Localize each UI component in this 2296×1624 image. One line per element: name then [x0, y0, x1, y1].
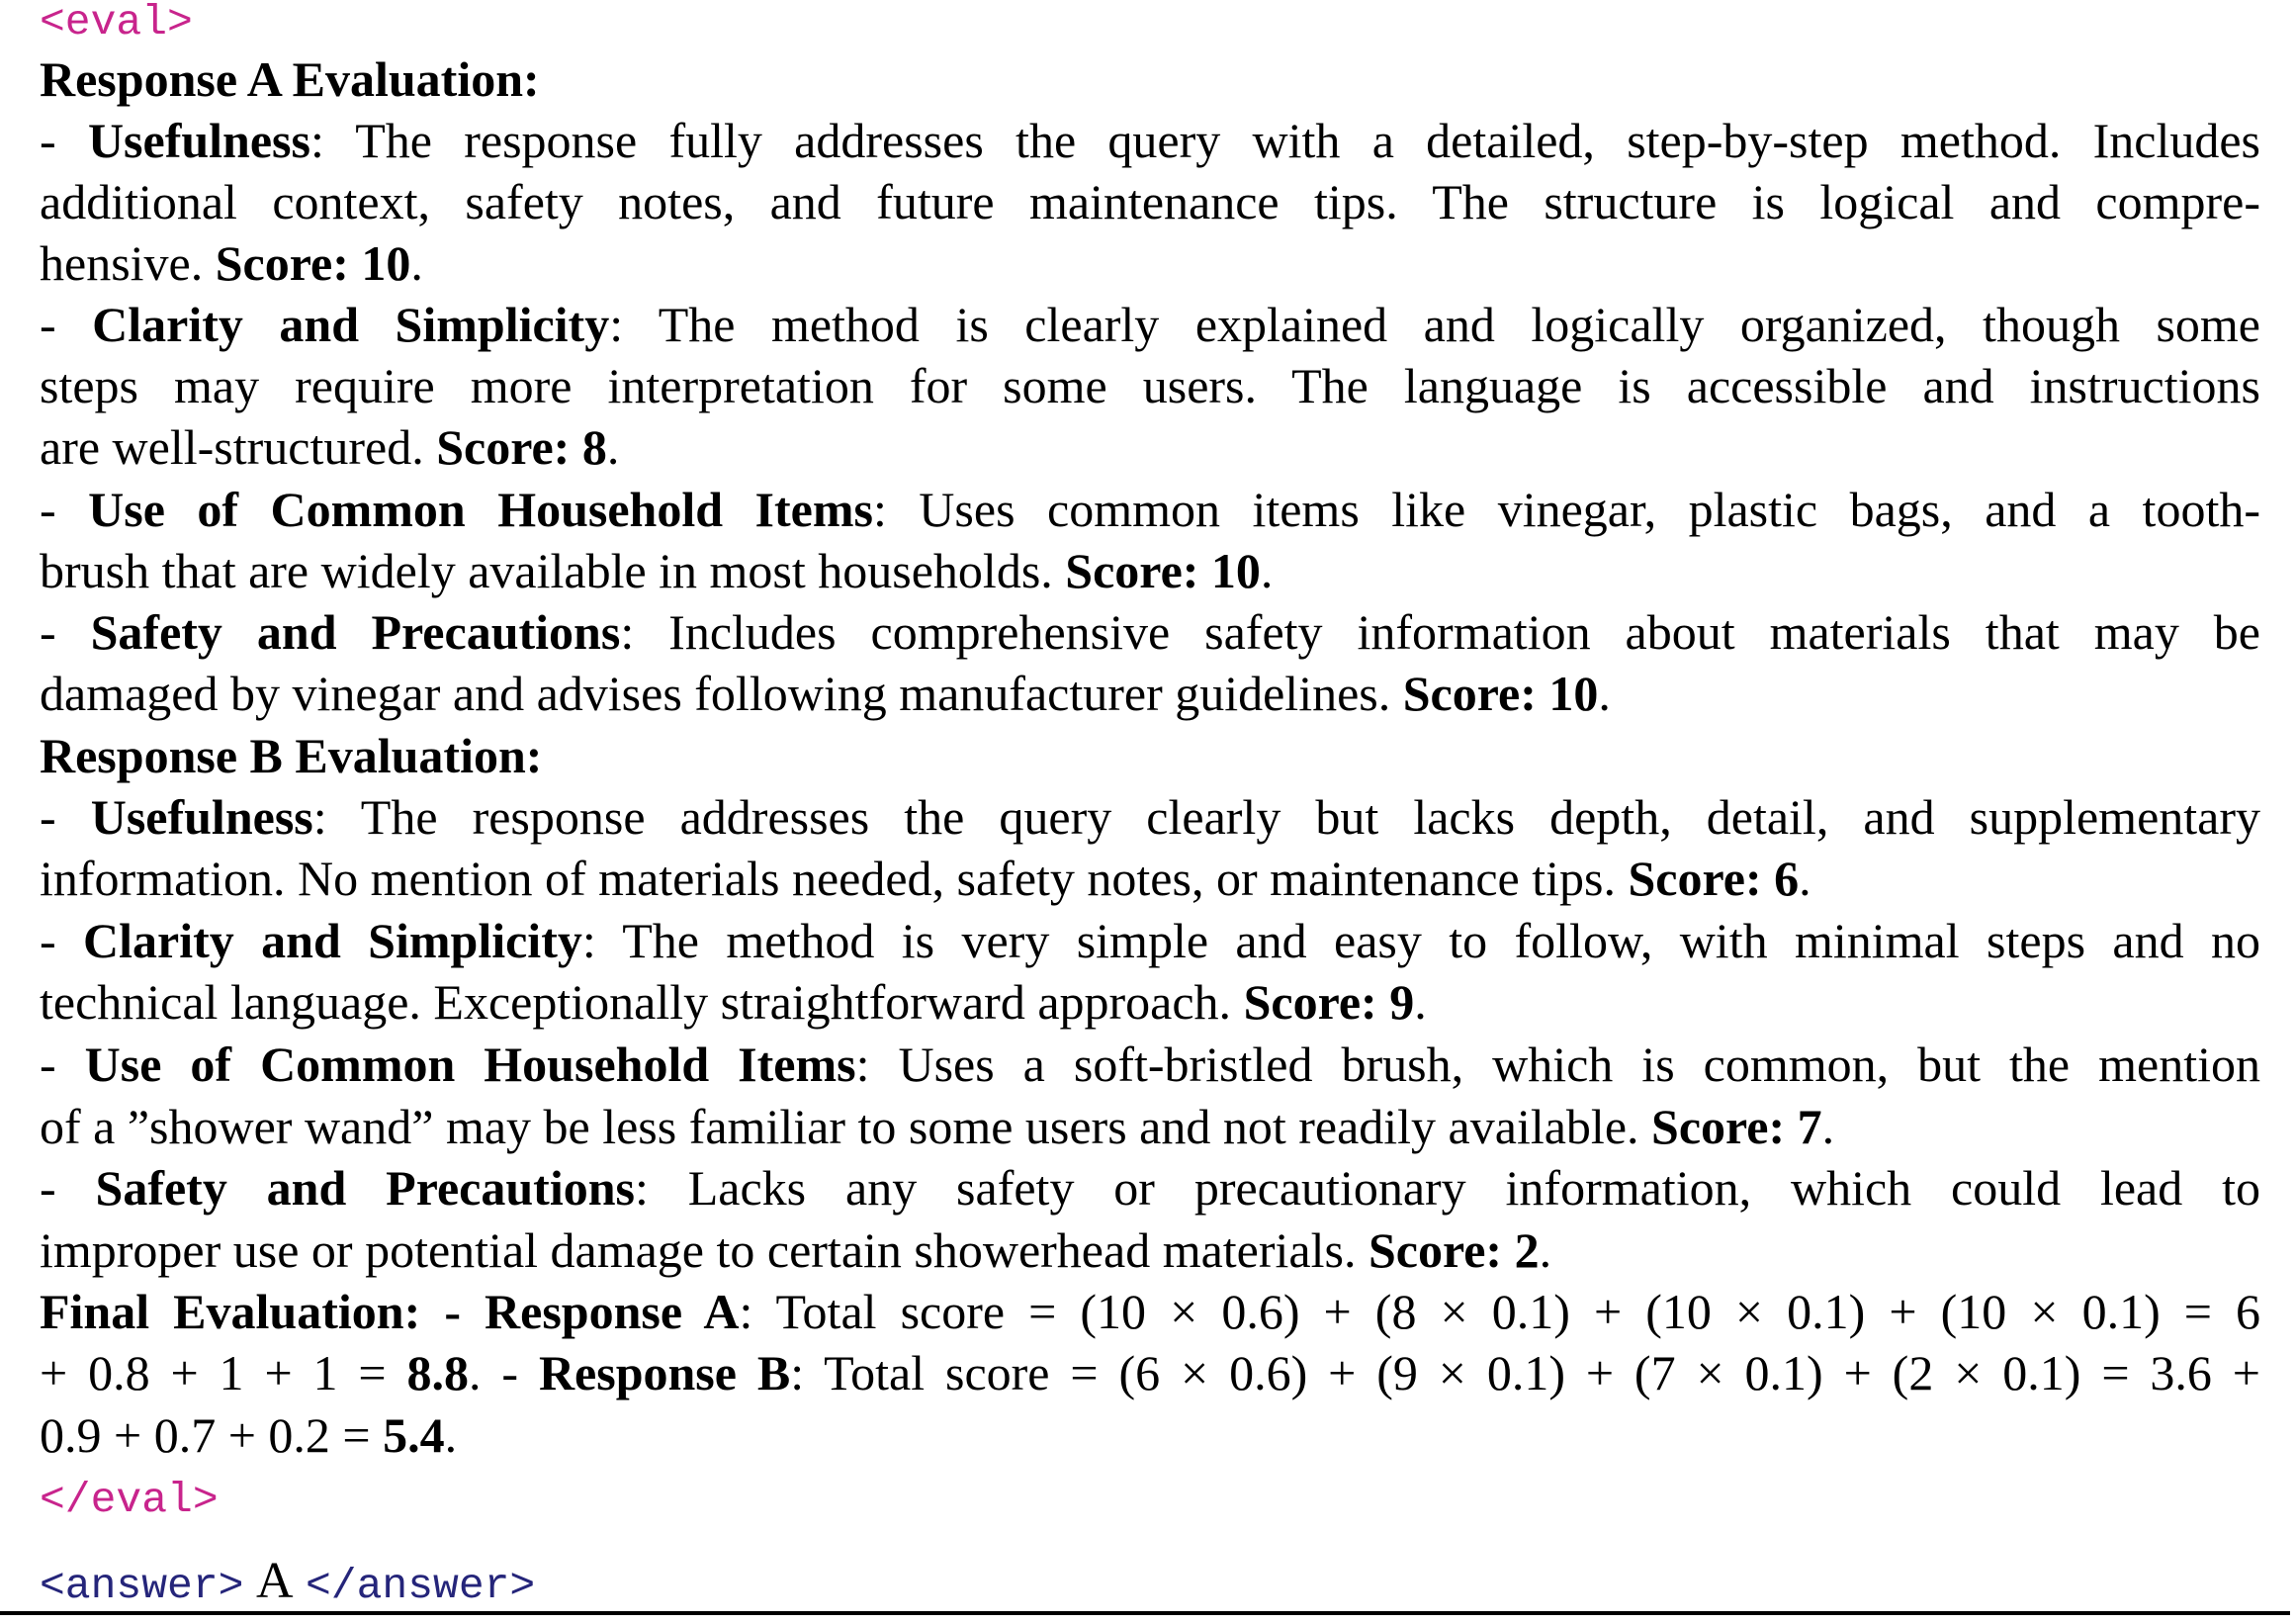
- criterion-label: Clarity and Simplicity: [83, 913, 582, 968]
- b-safety-line1: [40, 1157, 2260, 1218]
- criterion-text: brush that are widely available in most households.: [40, 543, 1066, 598]
- b-clarity-line1: [40, 910, 2260, 971]
- bullet: -: [40, 604, 91, 660]
- a-usefulness-line1: [40, 110, 2260, 171]
- bottom-rule: [0, 1611, 2290, 1615]
- score-badge: Score: 8: [436, 419, 607, 475]
- criterion-text: improper use or potential damage to certain showerhead materials.: [40, 1222, 1369, 1278]
- a-household-line2: [40, 540, 2260, 601]
- final-a-formula: : Total score = (10 × 0.6) + (8 × 0.1) + (10 × 0.1) + (10 × 0.1) = 6: [739, 1284, 2261, 1339]
- criterion-text: of a ”shower wand” may be less familiar to some users and not readily available.: [40, 1099, 1652, 1154]
- final-a-label: Response A: [485, 1284, 740, 1339]
- response-a-heading-text: Response A Evaluation:: [40, 51, 540, 107]
- answer-open-tag: <answer>: [40, 1562, 244, 1610]
- criterion-text: information. No mention of materials needed, safety notes, or maintenance tips.: [40, 851, 1629, 906]
- separator: . -: [469, 1345, 539, 1400]
- final-a-formula-cont: + 0.8 + 1 + 1 =: [40, 1345, 407, 1400]
- criterion-label: Clarity and Simplicity: [92, 297, 610, 352]
- bullet: -: [40, 789, 91, 845]
- eval-close-tag: </eval>: [40, 1476, 219, 1524]
- answer-close-tag: </answer>: [306, 1562, 536, 1610]
- period: .: [1539, 1222, 1552, 1278]
- criterion-text: : Includes comprehensive safety information about materials that may be: [620, 604, 2260, 660]
- criterion-label: Use of Common Household Items: [84, 1037, 856, 1092]
- bullet: -: [40, 113, 88, 168]
- b-household-line1: [40, 1034, 2260, 1095]
- a-clarity-line3: [40, 416, 2260, 478]
- period: .: [1799, 851, 1811, 906]
- score-badge: Score: 9: [1243, 974, 1415, 1030]
- criterion-label: Safety and Precautions: [90, 604, 621, 660]
- period: .: [1414, 974, 1427, 1030]
- a-usefulness-line3: [40, 232, 2260, 294]
- b-household-line2: [40, 1096, 2260, 1157]
- criterion-label: Use of Common Household Items: [88, 482, 873, 537]
- criterion-text: : The method is clearly explained and logically organized, though some: [609, 297, 2261, 352]
- final-line3: [40, 1404, 2260, 1466]
- b-safety-line2: [40, 1219, 2260, 1281]
- criterion-text: damaged by vinegar and advises following manufacturer guidelines.: [40, 666, 1403, 721]
- criterion-text: hensive.: [40, 235, 216, 291]
- b-usefulness-line1: [40, 786, 2260, 848]
- criterion-text: : Uses a soft-bristled brush, which is common, but the mention: [855, 1037, 2260, 1092]
- response-b-heading-text: Response B Evaluation:: [40, 728, 543, 783]
- criterion-label: Usefulness: [90, 789, 313, 845]
- answer-value: A: [255, 1553, 294, 1609]
- response-b-heading: [40, 725, 2260, 786]
- a-usefulness-line2: additional context, safety notes, and future maintenance tips. The structure is logical and compre-: [40, 174, 2260, 229]
- final-b-total: 5.4: [383, 1407, 445, 1463]
- score-badge: Score: 10: [1402, 666, 1599, 721]
- criterion-text: : Uses common items like vinegar, plastic bags, and a tooth-: [872, 482, 2260, 537]
- answer-line: [40, 1550, 2260, 1617]
- eval-open-tag: <eval>: [40, 0, 193, 46]
- response-a-heading: [40, 48, 2260, 110]
- criterion-label: Usefulness: [87, 113, 310, 168]
- criterion-text: : The method is very simple and easy to follow, with minimal steps and no: [581, 913, 2260, 968]
- final-label: Final Evaluation:: [40, 1284, 421, 1339]
- period: .: [444, 1407, 458, 1463]
- final-line2: [40, 1342, 2260, 1403]
- period: .: [1260, 543, 1274, 598]
- final-b-formula: : Total score = (6 × 0.6) + (9 × 0.1) + (7 × 0.1) + (2 × 0.1) = 3.6 +: [790, 1345, 2261, 1400]
- a-safety-line2: [40, 663, 2260, 724]
- period: .: [1598, 666, 1611, 721]
- final-b-formula-cont: 0.9 + 0.7 + 0.2 =: [40, 1407, 384, 1463]
- bullet: -: [40, 1160, 96, 1216]
- bullet: -: [40, 297, 93, 352]
- a-safety-line1: [40, 601, 2260, 663]
- final-a-total: 8.8: [406, 1345, 469, 1400]
- bullet: -: [40, 482, 89, 537]
- score-badge: Score: 7: [1651, 1099, 1822, 1154]
- bullet: -: [40, 913, 84, 968]
- period: .: [410, 235, 423, 291]
- final-b-label: Response B: [538, 1345, 791, 1400]
- criterion-text: : The response fully addresses the query with a detailed, step-by-step method. Includes: [309, 113, 2261, 168]
- criterion-label: Safety and Precautions: [95, 1160, 635, 1216]
- score-badge: Score: 2: [1368, 1222, 1540, 1278]
- criterion-text: are well-structured.: [40, 419, 437, 475]
- a-clarity-line1: [40, 294, 2260, 355]
- a-clarity-line2: steps may require more interpretation for some users. The language is accessible and instructions: [40, 358, 2260, 413]
- period: .: [1821, 1099, 1835, 1154]
- score-badge: Score: 10: [215, 235, 411, 291]
- a-household-line1: [40, 479, 2260, 540]
- b-clarity-line2: [40, 971, 2260, 1033]
- score-badge: Score: 6: [1628, 851, 1800, 906]
- final-line1: [40, 1281, 2260, 1342]
- b-usefulness-line2: [40, 848, 2260, 909]
- score-badge: Score: 10: [1065, 543, 1261, 598]
- dash: -: [444, 1284, 486, 1339]
- criterion-text: technical language. Exceptionally straightforward approach.: [40, 974, 1244, 1030]
- criterion-text: : Lacks any safety or precautionary information, which could lead to: [635, 1160, 2260, 1216]
- criterion-text: : The response addresses the query clearly but lacks depth, detail, and supplementary: [312, 789, 2260, 845]
- period: .: [606, 419, 620, 475]
- bullet: -: [40, 1037, 85, 1092]
